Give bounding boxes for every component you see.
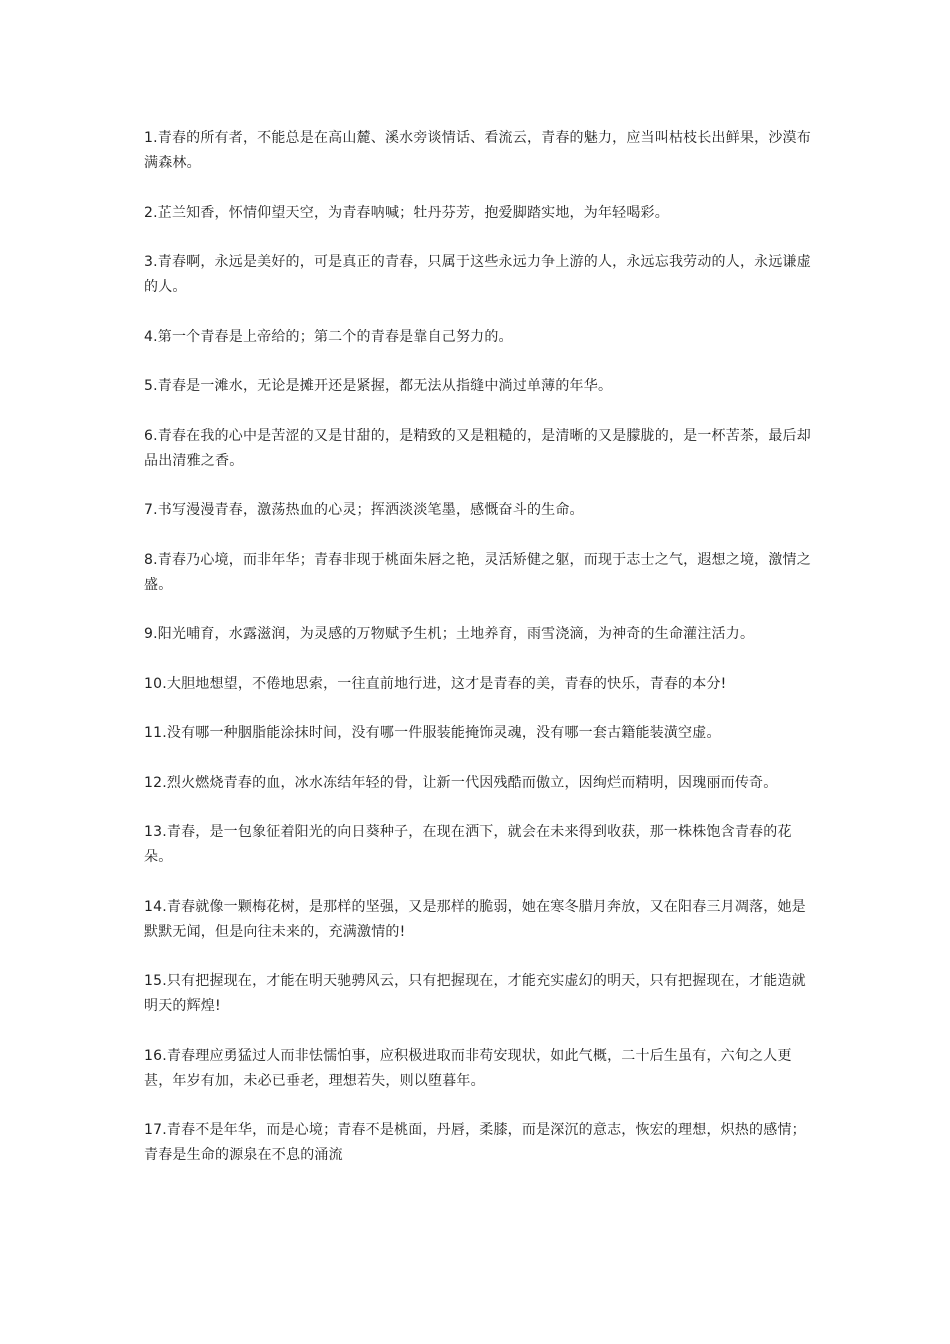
paragraph-2: 2.芷兰知香，怀情仰望天空，为青春呐喊；牡丹芬芳，抱爱脚踏实地，为年轻喝彩。	[144, 204, 669, 221]
paragraph-15: 15.只有把握现在，才能在明天驰骋风云，只有把握现在，才能充实虚幻的明天，只有把握现在，才能造就明天的辉煌!	[144, 973, 806, 1014]
paragraph-5: 5.青春是一滩水，无论是摊开还是紧握，都无法从指缝中淌过单薄的年华。	[144, 378, 613, 394]
paragraph-13: 13.青春，是一包象征着阳光的向日葵种子，在现在洒下，就会在未来得到收获，那一株株饱含青春的花朵。	[144, 824, 792, 865]
paragraph-9: 9.阳光哺育，水露滋润，为灵感的万物赋予生机；土地养育，雨雪浇滴，为神奇的生命灌注活力。	[144, 626, 755, 642]
paragraph-16: 16.青春理应勇猛过人而非怯懦怕事，应积极进取而非苟安现状，如此气概，二十后生虽有，六旬之人更甚，年岁有加，未必已垂老，理想若失，则以堕暮年。	[144, 1047, 792, 1089]
paragraph-1: 1.青春的所有者，不能总是在高山麓、溪水旁谈情话、看流云，青春的魅力，应当叫枯枝长出鲜果，沙漠布满森林。	[144, 130, 811, 171]
document-body	[144, 126, 816, 1193]
paragraph-3: 3.青春啊，永远是美好的，可是真正的青春，只属于这些永远力争上游的人，永远忘我劳动的人，永远谦虚的人。	[144, 254, 811, 295]
paragraph-12: 12.烈火燃烧青春的血，冰水冻结年轻的骨，让新一代因残酷而傲立，因绚烂而精明，因瑰丽而传奇。	[144, 774, 778, 791]
paragraph-7: 7.书写漫漫青春，激荡热血的心灵；挥洒淡淡笔墨，感慨奋斗的生命。	[144, 502, 584, 518]
paragraph-11: 11.没有哪一种胭脂能涂抹时间，没有哪一件服装能掩饰灵魂，没有哪一套古籍能装潢空虚。	[144, 725, 721, 741]
paragraph-8: 8.青春乃心境，而非年华；青春非现于桃面朱唇之艳，灵活矫健之躯，而现于志士之气，遐想之境，激情之盛。	[144, 551, 811, 593]
paragraph-6: 6.青春在我的心中是苦涩的又是甘甜的，是精致的又是粗糙的，是清晰的又是朦胧的，是一杯苦茶，最后却品出清雅之香。	[144, 427, 811, 469]
paragraph-17: 17.青春不是年华，而是心境；青春不是桃面，丹唇，柔膝，而是深沉的意志，恢宏的理想，炽热的感情；青春是生命的源泉在不息的涌流	[144, 1122, 806, 1163]
paragraph-14: 14.青春就像一颗梅花树，是那样的坚强，又是那样的脆弱，她在寒冬腊月奔放，又在阳春三月凋落，她是默默无闻，但是向往未来的，充满激情的!	[144, 898, 806, 940]
paragraph-10: 10.大胆地想望，不倦地思索，一往直前地行进，这才是青春的美，青春的快乐，青春的本分!	[144, 675, 727, 692]
paragraph-4: 4.第一个青春是上帝给的；第二个的青春是靠自己努力的。	[144, 328, 513, 345]
